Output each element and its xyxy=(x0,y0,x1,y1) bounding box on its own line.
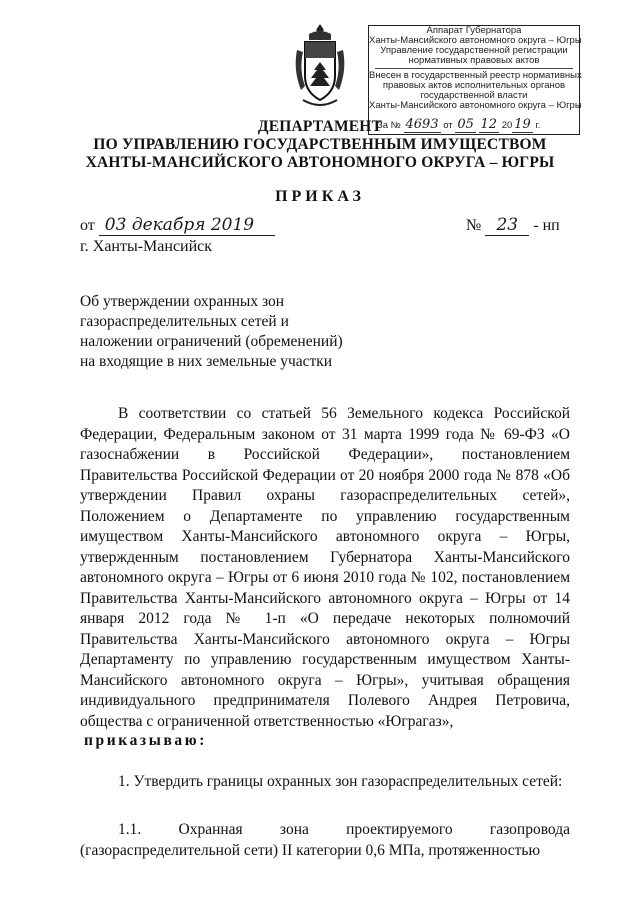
stamp-reg-from: от xyxy=(443,120,453,131)
stamp-reg-month: 12 xyxy=(480,117,498,132)
stamp-line: Ханты-Мансийского автономного округа – Югры xyxy=(369,100,582,111)
stamp-line: Ханты-Мансийского автономного округа – Югры xyxy=(369,35,582,46)
stamp-reg-prefix: За № xyxy=(377,120,401,131)
order-subject xyxy=(80,292,343,372)
order-item-1-1: 1.1. Охранная зона проектируемого газопровода (газораспределительной сети) II категории 0,6 МПа, протяженностью xyxy=(80,821,570,859)
city: г. Ханты-Мансийск xyxy=(80,238,213,255)
department-region: ХАНТЫ-МАНСИЙСКОГО АВТОНОМНОГО ОКРУГА – ЮГРЫ xyxy=(85,154,555,171)
subject-line: газораспределительных сетей и xyxy=(80,313,289,330)
date-handwritten: 03 декабря 2019 xyxy=(99,215,275,236)
order-number xyxy=(466,215,560,236)
number-handwritten: 23 xyxy=(485,215,529,236)
order-date xyxy=(80,215,275,236)
subject-line: Об утверждении охранных зон xyxy=(80,293,285,310)
date-prefix: от xyxy=(80,217,95,234)
stamp-reg-year-prefix: 20 xyxy=(501,120,513,131)
order-item-1: 1. Утвердить границы охранных зон газораспределительных сетей: xyxy=(118,773,563,790)
number-suffix: - нп xyxy=(533,217,560,234)
stamp-line: Аппарат Губернатора xyxy=(426,25,522,36)
stamp-reg-suffix: г. xyxy=(535,120,541,131)
stamp-reg-number: 4693 xyxy=(405,117,439,132)
stamp-reg-year: 19 xyxy=(514,117,531,132)
stamp-line: правовых актов исполнительных органов xyxy=(382,80,566,91)
stamp-reg-day: 05 xyxy=(457,117,474,132)
subject-line: на входящие в них земельные участки xyxy=(80,353,333,370)
coat-of-arms-emblem xyxy=(293,20,347,112)
preamble-paragraph: В соответствии со статьей 56 Земельного кодекса Российской Федерации, Федеральным законом от 31 марта 1999 года № 69-ФЗ «О газоснабжении в Российской Федерации», постановлением Правительства Российской Федерации от 20 ноября 2000 года № 878 «Об утверждении Правил охраны газораспределительных сетей», Положением о Департаменте по управлению государственным имуществом Ханты-Мансийского автономного округа – Югры, утвержденным постановлением Губернатора Ханты-Мансийского автономного округа – Югры от 6 июня 2010 года № 102, постановлением Правительства Ханты-Мансийского автономного округа – Югры от 14 января 2012 года № 1-п «О передаче некоторых полномочий Правительства Ханты-Мансийского автономного округа – Югры Департаменту по управлению государственным имуществом Ханты-Мансийского автономного округа – Югры», учитывая обращения индивидуального предпринимателя Полевого Андрея Петровича, общества с ограниченной ответственностью «Юграгаз», xyxy=(80,405,570,730)
stamp-line: Внесен в государственный реестр нормативных xyxy=(369,70,582,81)
stamp-divider xyxy=(375,68,573,69)
stamp-line: государственной власти xyxy=(420,90,528,101)
number-prefix: № xyxy=(466,217,482,234)
stamp-line: нормативных правовых актов xyxy=(408,55,540,66)
subject-line: наложении ограничений (обременений) xyxy=(80,333,343,350)
department-subtitle: ПО УПРАВЛЕНИЮ ГОСУДАРСТВЕННЫМ ИМУЩЕСТВОМ xyxy=(93,136,547,153)
document-type: ПРИКАЗ xyxy=(275,188,365,205)
stamp-line: Управление государственной регистрации xyxy=(380,45,568,56)
order-word: приказываю: xyxy=(84,732,207,749)
department-title: ДЕПАРТАМЕНТ xyxy=(257,118,383,135)
